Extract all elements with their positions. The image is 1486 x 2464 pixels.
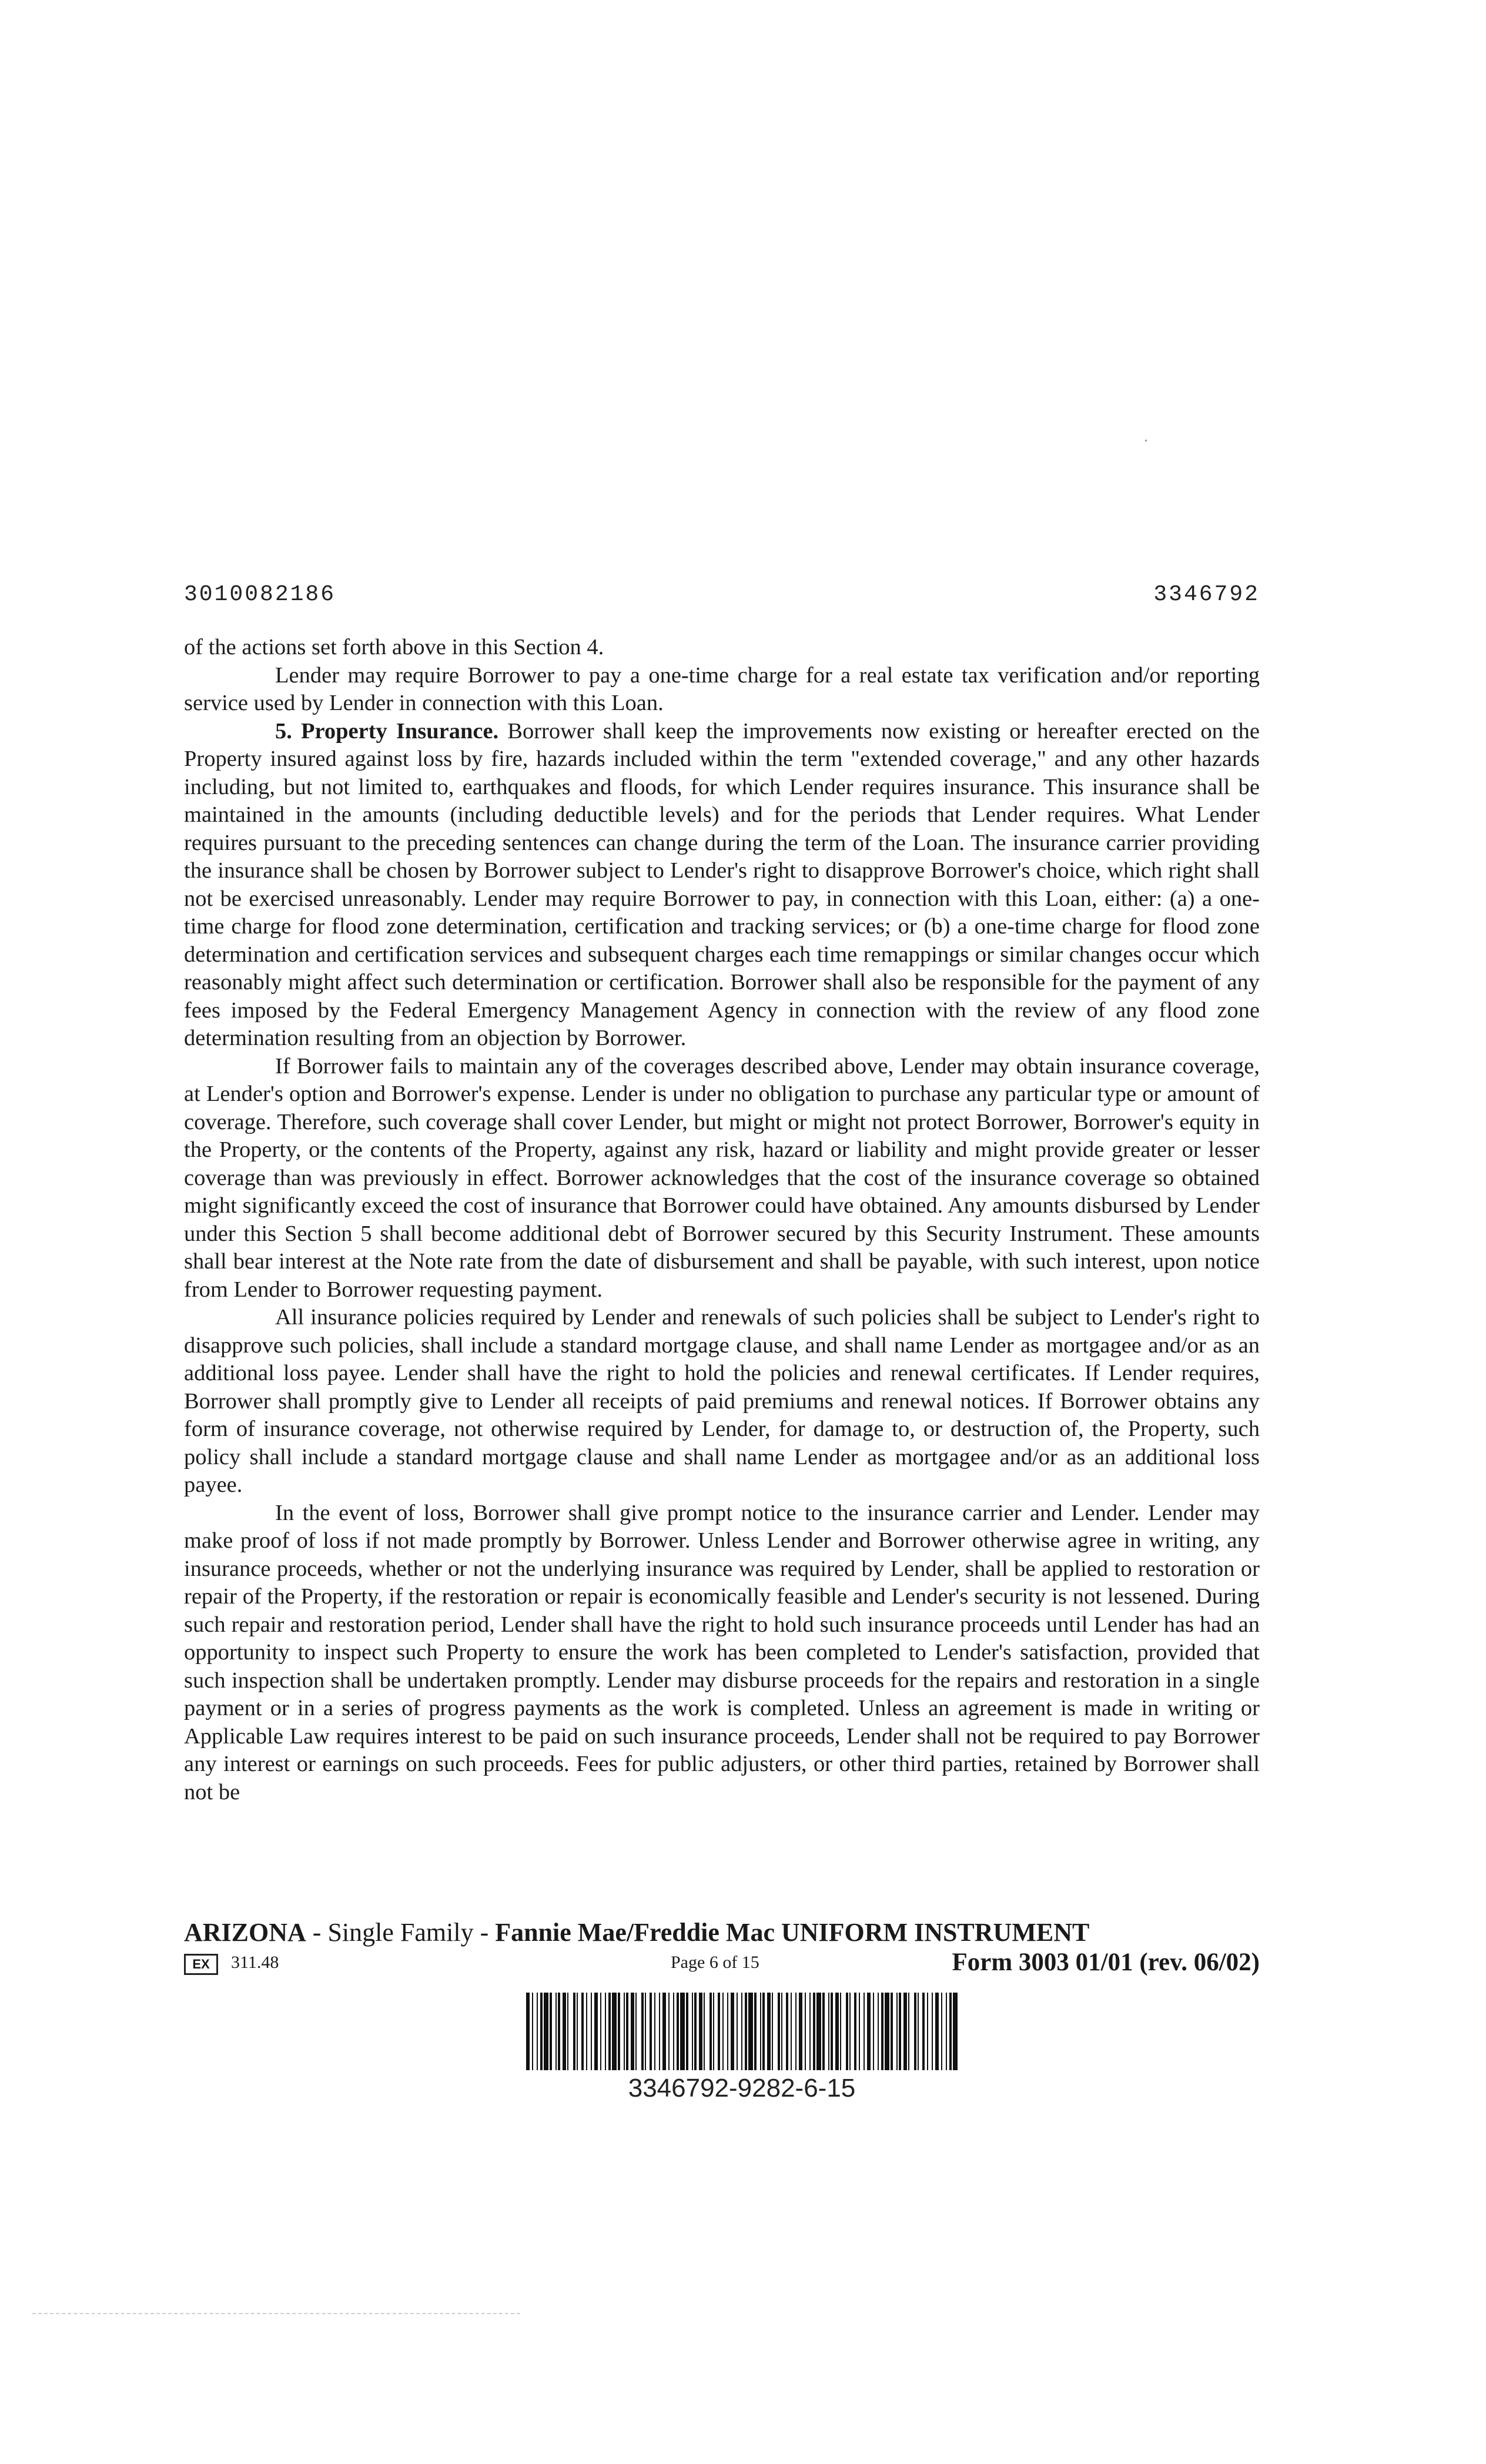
paragraph-continuation: of the actions set forth above in this Section 4.: [184, 635, 604, 659]
barcode-bar: [828, 1993, 829, 2070]
barcode-bar: [558, 1993, 560, 2070]
form-id: Form 3003 01/01 (rev. 06/02): [952, 1949, 1260, 1976]
barcode-bar: [840, 1993, 841, 2070]
barcode-bar: [594, 1993, 598, 2070]
barcode-bar: [694, 1993, 697, 2070]
barcode-bar: [686, 1993, 688, 2070]
barcode-bar: [903, 1993, 907, 2070]
footer-separator: - Single Family -: [306, 1918, 496, 1947]
barcode-bar: [846, 1993, 848, 2070]
barcode-bar: [795, 1993, 796, 2070]
barcode-bar: [573, 1993, 575, 2070]
barcode-bar: [555, 1993, 557, 2070]
barcode-bar: [718, 1993, 720, 2070]
barcode-bar: [867, 1993, 871, 2070]
barcode-bar: [537, 1993, 538, 2070]
paragraph-coverage-failure: If Borrower fails to maintain any of the coverages described above, Lender may obtain insurance coverage, at Lender's option and Borrower's expense. Lender is under no obligation to purchase any particular type or amount of coverage. Therefore, such coverage shall cover Lender, but might or might not protect Borrower, Borrower's equity in the Property, or the contents of the Property, against any risk, hazard or liability and might provide greater or lesser coverage than was previously in effect. Borrower acknowledges that the cost of the insurance coverage so obtained might significantly exceed the cost of insurance that Borrower could have obtained. Any amounts disbursed by Lender under this Section 5 shall become additional debt of Borrower secured by this Security Instrument. These amounts shall bear interest at the Note rate from the date of disbursement and shall be payable, with such interest, upon notice from Lender to Borrower requesting payment.: [184, 1053, 1260, 1302]
barcode-bar: [680, 1993, 685, 2070]
barcode-bar: [878, 1993, 879, 2070]
form-code: 311.48: [231, 1953, 279, 1972]
document-body: [184, 634, 1260, 1806]
barcode-bar: [809, 1993, 811, 2070]
barcode-bar: [600, 1993, 601, 2070]
barcode-bar: [540, 1993, 543, 2070]
paragraph-policies: All insurance policies required by Lender and renewals of such policies shall be subject to Lender's right to disapprove such policies, shall include a standard mortgage clause, and shall name Lender as mortgagee and/or as an additional loss payee. Lender shall have the right to hold the policies and renewal certificates. If Lender requires, Borrower shall promptly give to Lender all receipts of paid premiums and renewal notices. If Borrower obtains any form of insurance coverage, not otherwise required by Lender, for damage to, or destruction of, the Property, such policy shall include a standard mortgage clause and shall name Lender as mortgagee and/or as an additional loss payee.: [184, 1305, 1260, 1497]
barcode-bar: [745, 1993, 747, 2070]
footer-instrument: Fannie Mae/Freddie Mac UNIFORM INSTRUMENT: [495, 1918, 1090, 1947]
barcode-bar: [704, 1993, 705, 2070]
barcode-bar: [799, 1993, 802, 2070]
footer-state: ARIZONA: [184, 1918, 306, 1947]
barcode-bar: [781, 1993, 782, 2070]
paragraph-event-of-loss: In the event of loss, Borrower shall give prompt notice to the insurance carrier and Lender. Lender may make proof of loss if not made promptly by Borrower. Unless Lender and Borrower otherwise agree in writing, any insurance proceeds, whether or not the underlying insurance was required by Lender, shall be applied to restoration or repair of the Property, if the restoration or repair is economically feasible and Lender's security is not lessened. During such repair and restoration period, Lender shall have the right to hold such insurance proceeds until Lender has had an opportunity to inspect such Property to ensure the work has been completed to Lender's satisfaction, provided that such inspection shall be undertaken promptly. Lender may disburse proceeds for the repairs and restoration in a single payment or in a series of progress payments as the work is completed. Unless an agreement is made in writing or Applicable Law requires interest to be paid on such insurance proceeds, Lender shall not be required to pay Borrower any interest or earnings on such proceeds. Fees for public adjusters, or other third parties, retained by Borrower shall not be: [184, 1500, 1260, 1805]
barcode-bar: [813, 1993, 815, 2070]
barcode-bar: [532, 1993, 533, 2070]
barcode-bar: [662, 1993, 666, 2070]
barcode-bar: [946, 1993, 947, 2070]
barcode-bar: [778, 1993, 780, 2070]
barcode-bar: [849, 1993, 851, 2070]
barcode-bar: [641, 1993, 644, 2070]
barcode-bar: [624, 1993, 625, 2070]
barcode-bar: [754, 1993, 757, 2070]
paragraph-property-insurance: [184, 718, 1260, 1053]
scan-speck: [1145, 440, 1147, 441]
barcode-bar: [854, 1993, 856, 2070]
barcode-bar: [859, 1993, 860, 2070]
barcode-bar: [873, 1993, 874, 2070]
barcode: [525, 1993, 959, 2070]
loan-number: 3010082186: [184, 582, 336, 607]
page-number: Page 6 of 15: [671, 1953, 759, 1972]
document-number: 3346792: [1153, 582, 1260, 607]
barcode-bar: [835, 1993, 839, 2070]
barcode-text: 3346792-9282-6-15: [628, 2074, 856, 2103]
barcode-bar: [727, 1993, 728, 2070]
section-text: Borrower shall keep the improvements now existing or hereafter erected on the Property insured against loss by fire, hazards included within the term "extended coverage," and any other hazards including, but not limited to, earthquakes and floods, for which Lender requires insurance. This insurance shall be maintained in the amounts (including deductible levels) and for the periods that Lender requires. What Lender requires pursuant to the preceding sentences can change during the term of the Loan. The insurance carrier providing the insurance shall be chosen by Borrower subject to Lender's right to disapprove Borrower's choice, which right shall not be exercised unreasonably. Lender may require Borrower to pay, in connection with this Loan, either: (a) a one-time charge for flood zone determination, certification and tracking services; or (b) a one-time charge for flood zone determination and certification services and subsequent charges each time remappings or similar changes occur which reasonably might affect such determination or certification. Borrower shall also be responsible for the payment of any fees imposed by the Federal Emergency Management Agency in connection with the review of any flood zone determination resulting from an objection by Borrower.: [184, 718, 1260, 1050]
paragraph-tax-verification: Lender may require Borrower to pay a one-time charge for a real estate tax verification and/or reporting service used by Lender in connection with this Loan.: [184, 662, 1260, 715]
barcode-bar: [941, 1993, 942, 2070]
barcode-bar: [526, 1993, 530, 2070]
barcode-bar: [618, 1993, 620, 2070]
barcode-bar: [544, 1993, 548, 2070]
barcode-bar: [668, 1993, 670, 2070]
barcode-bar: [767, 1993, 771, 2070]
barcode-bar: [896, 1993, 898, 2070]
barcode-bar: [631, 1993, 634, 2070]
barcode-bar: [822, 1993, 825, 2070]
barcode-bar: [899, 1993, 901, 2070]
barcode-bar: [635, 1993, 637, 2070]
barcode-bar: [654, 1993, 655, 2070]
barcode-bar: [772, 1993, 773, 2070]
barcode-bar: [677, 1993, 679, 2070]
scan-artifact-line: [32, 2313, 520, 2314]
barcode-bar: [713, 1993, 714, 2070]
barcode-bar: [650, 1993, 652, 2070]
barcode-bar: [953, 1993, 958, 2070]
barcode-bar: [786, 1993, 788, 2070]
barcode-bar: [699, 1993, 702, 2070]
barcode-bar: [760, 1993, 761, 2070]
barcode-bar: [586, 1993, 587, 2070]
barcode-bar: [722, 1993, 724, 2070]
barcode-bar: [935, 1993, 939, 2070]
barcode-bar: [885, 1993, 889, 2070]
barcode-bar: [659, 1993, 660, 2070]
barcode-bar: [737, 1993, 738, 2070]
barcode-bar: [949, 1993, 952, 2070]
barcode-bar: [567, 1993, 568, 2070]
barcode-bar: [762, 1993, 765, 2070]
barcode-bar: [918, 1993, 919, 2070]
barcode-bar: [709, 1993, 712, 2070]
barcode-bar: [927, 1993, 928, 2070]
barcode-bar: [605, 1993, 606, 2070]
barcode-bar: [816, 1993, 821, 2070]
barcode-bar: [831, 1993, 833, 2070]
barcode-bar: [805, 1993, 806, 2070]
barcode-bar: [673, 1993, 674, 2070]
barcode-bar: [881, 1993, 883, 2070]
barcode-bar: [577, 1993, 578, 2070]
barcode-bar: [550, 1993, 552, 2070]
section-heading: 5. Property Insurance.: [275, 718, 499, 744]
barcode-bar: [891, 1993, 893, 2070]
barcode-bar: [731, 1993, 734, 2070]
barcode-bar: [626, 1993, 628, 2070]
barcode-bar: [922, 1993, 925, 2070]
barcode-bar: [581, 1993, 584, 2070]
barcode-bar: [692, 1993, 693, 2070]
barcode-bar: [932, 1993, 933, 2070]
barcode-bar: [608, 1993, 611, 2070]
barcode-bar: [591, 1993, 592, 2070]
barcode-bar: [748, 1993, 753, 2070]
barcode-bar: [914, 1993, 916, 2070]
barcode-bar: [563, 1993, 566, 2070]
barcode-bar: [864, 1993, 865, 2070]
barcode-bar: [791, 1993, 792, 2070]
barcode-bar: [645, 1993, 646, 2070]
barcode-bar: [908, 1993, 909, 2070]
barcode-bar: [741, 1993, 742, 2070]
footer-meta: [184, 1951, 1260, 1981]
form-logo-icon: EX: [184, 1954, 218, 1975]
footer-title: [184, 1917, 1089, 1947]
barcode-bar: [612, 1993, 617, 2070]
